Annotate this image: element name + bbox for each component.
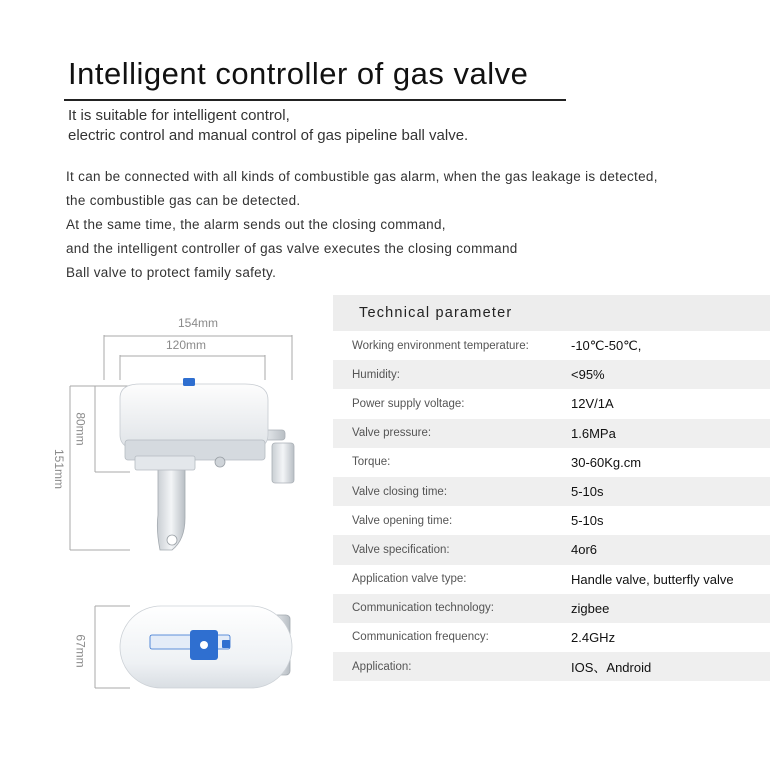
parameter-name: Communication frequency: — [352, 631, 489, 644]
parameter-name: Application: — [352, 660, 412, 673]
height-top-label: 80mm — [73, 412, 88, 446]
parameter-value: 12V/1A — [571, 396, 614, 412]
technical-parameter-table — [333, 295, 770, 681]
parameter-value: 5-10s — [571, 484, 604, 500]
table-row — [333, 506, 770, 535]
parameter-value: 30-60Kg.cm — [571, 454, 642, 470]
intro-line: It can be connected with all kinds of combustible gas alarm, when the gas leakage is detected, — [66, 169, 658, 184]
intro-line: and the intelligent controller of gas valve executes the closing command — [66, 241, 518, 256]
parameter-value: 5-10s — [571, 513, 604, 529]
table-row — [333, 360, 770, 389]
parameter-value: <95% — [571, 367, 605, 383]
parameter-value: 2.4GHz — [571, 629, 616, 645]
parameter-name: Application valve type: — [352, 573, 467, 586]
device-drawing — [0, 300, 330, 720]
parameter-name: Power supply voltage: — [352, 397, 465, 410]
table-row — [333, 594, 770, 623]
table-header: Technical parameter — [333, 295, 770, 331]
parameter-value: Handle valve, butterfly valve — [571, 571, 734, 587]
parameter-value: IOS、Android — [571, 660, 652, 676]
parameter-value: 4or6 — [571, 542, 598, 558]
parameter-name: Working environment temperature: — [352, 339, 529, 352]
table-row — [333, 448, 770, 477]
table-row — [333, 419, 770, 448]
subtitle-line: It is suitable for intelligent control, — [68, 107, 290, 124]
table-body — [333, 331, 770, 681]
title-underline — [64, 99, 566, 101]
table-row — [333, 331, 770, 360]
table-row — [333, 623, 770, 652]
parameter-name: Humidity: — [352, 368, 400, 381]
intro-line: the combustible gas can be detected. — [66, 193, 301, 208]
intro-line: At the same time, the alarm sends out the closing command, — [66, 217, 446, 232]
device-illustration — [0, 300, 330, 720]
parameter-value: 1.6MPa — [571, 425, 616, 441]
parameter-value: zigbee — [571, 600, 610, 616]
height-total-label: 151mm — [52, 448, 67, 490]
subtitle-line: electric control and manual control of gas pipeline ball valve. — [68, 127, 469, 144]
table-row — [333, 652, 770, 681]
page-title: Intelligent controller of gas valve — [68, 56, 529, 91]
height-bottom-label: 67mm — [73, 634, 88, 668]
subtitle — [68, 106, 468, 146]
parameter-value: -10℃-50℃, — [571, 337, 642, 353]
parameter-name: Valve pressure: — [352, 427, 432, 440]
intro-line: Ball valve to protect family safety. — [66, 265, 277, 280]
parameter-name: Valve specification: — [352, 543, 450, 556]
device-top-view — [120, 606, 292, 688]
table-row — [333, 535, 770, 564]
table-row — [333, 565, 770, 594]
parameter-name: Communication technology: — [352, 602, 494, 615]
parameter-name: Valve closing time: — [352, 485, 448, 498]
width-outer-label: 154mm — [178, 316, 219, 330]
table-row — [333, 389, 770, 418]
parameter-name: Valve opening time: — [352, 514, 453, 527]
table-row — [333, 477, 770, 506]
parameter-name: Torque: — [352, 456, 391, 469]
device-side-view — [120, 378, 294, 550]
width-inner-label: 120mm — [166, 338, 207, 352]
intro-paragraph — [66, 165, 658, 285]
